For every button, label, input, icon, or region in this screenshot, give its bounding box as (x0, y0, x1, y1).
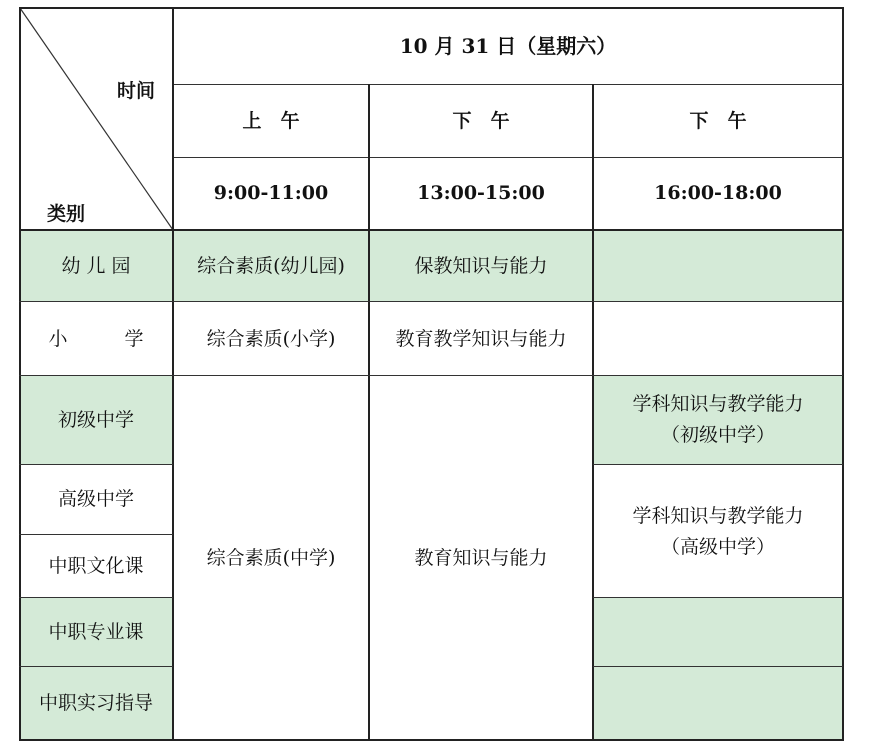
period-label-afternoon-2: 下 午 (689, 109, 747, 132)
category-vocational-culture: 中职文化课 (48, 554, 144, 577)
primary-morning-subject: 综合素质(小学) (206, 327, 336, 350)
kindergarten-morning-subject: 综合素质(幼儿园) (197, 255, 345, 277)
period-label-morning: 上 午 (242, 109, 300, 132)
secondary-afternoon1-subject: 教育知识与能力 (414, 546, 548, 569)
junior-subject-cell (593, 376, 843, 464)
period-time-afternoon-1: 13:00-15:00 (417, 182, 545, 204)
category-vocational-major: 中职专业课 (48, 620, 144, 643)
senior-subject-line2: （高级中学） (660, 536, 775, 558)
category-primary: 小 学 (48, 327, 144, 350)
corner-time-label: 时间 (116, 79, 155, 102)
kindergarten-afternoon1-subject: 保教知识与能力 (414, 255, 548, 277)
category-kindergarten: 幼 儿 园 (61, 255, 131, 277)
junior-subject-line1: 学科知识与教学能力 (632, 393, 804, 415)
secondary-morning-subject: 综合素质(中学) (206, 546, 336, 569)
period-time-morning: 9:00-11:00 (213, 182, 329, 204)
line-row-6-right (593, 666, 843, 667)
date-header: 10 月 31 日（星期六） (399, 33, 617, 58)
senior-subject-line1: 学科知识与教学能力 (632, 505, 804, 527)
senior-subject-cell (593, 465, 843, 597)
category-vocational-internship: 中职实习指导 (38, 692, 153, 714)
period-time-afternoon-2: 16:00-18:00 (654, 182, 782, 204)
category-senior-high: 高级中学 (57, 488, 134, 510)
junior-subject-line2: （初级中学） (660, 424, 775, 446)
line-row-5-right (593, 597, 843, 598)
period-label-afternoon-1: 下 午 (452, 109, 510, 132)
primary-afternoon1-subject: 教育教学知识与能力 (395, 327, 567, 350)
category-junior-high: 初级中学 (57, 408, 134, 431)
corner-category-label: 类别 (46, 202, 85, 225)
